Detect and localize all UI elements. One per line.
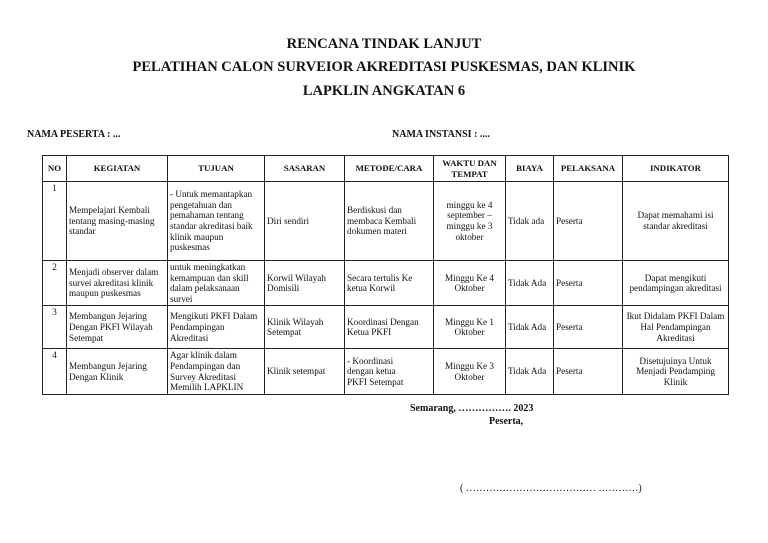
cell-indikator: Dapat memahami isi standar akreditasi xyxy=(623,182,729,261)
cell-sasaran: Korwil Wilayah Domisili xyxy=(265,261,345,306)
cell-no: 3 xyxy=(43,306,67,349)
cell-pelaksana: Peserta xyxy=(554,306,623,349)
cell-waktu: minggu ke 4 september – minggu ke 3 oktober xyxy=(434,182,506,261)
cell-no: 1 xyxy=(43,182,67,261)
cell-waktu: Minggu Ke 1 Oktober xyxy=(434,306,506,349)
cell-indikator: Disetujuinya Untuk Menjadi Pendamping Klinik xyxy=(623,349,729,394)
cell-kegiatan: Membangun Jejaring Dengan Klinik xyxy=(67,349,168,394)
document-title: RENCANA TINDAK LANJUT xyxy=(286,36,482,52)
cell-no: 2 xyxy=(43,261,67,306)
cell-metode: Berdiskusi dan membaca Kembali dokumen materi xyxy=(345,182,434,261)
signature-name-line: ( ………………………………… …………) xyxy=(460,483,642,494)
cell-metode: Secara tertulis Ke ketua Korwil xyxy=(345,261,434,306)
header-kegiatan: KEGIATAN xyxy=(67,156,168,182)
cell-tujuan: Agar klinik dalam Pendampingan dan Survey Akreditasi Memilih LAPKLIN xyxy=(168,349,265,394)
header-biaya: BIAYA xyxy=(506,156,554,182)
cell-sasaran: Klinik Wilayah Setempat xyxy=(265,306,345,349)
cell-tujuan: - Untuk memantapkan pengetahuan dan pemahaman tentang standar akreditasi baik klinik maupun puskesmas xyxy=(168,182,265,261)
table-row xyxy=(43,182,729,261)
cell-biaya: Tidak Ada xyxy=(506,261,554,306)
header-waktu: WAKTU DAN TEMPAT xyxy=(434,156,506,182)
header-sasaran: SASARAN xyxy=(265,156,345,182)
cell-no: 4 xyxy=(43,349,67,394)
cell-sasaran: Klinik setempat xyxy=(265,349,345,394)
cell-kegiatan: Menjadi observer dalam survei akreditasi klinik maupun puskesmas xyxy=(67,261,168,306)
cell-tujuan: Mengikuti PKFI Dalam Pendampingan Akreditasi xyxy=(168,306,265,349)
table-row xyxy=(43,349,729,394)
table-header-row xyxy=(43,156,729,182)
follow-up-plan-table xyxy=(42,155,729,395)
cell-pelaksana: Peserta xyxy=(554,182,623,261)
table-row xyxy=(43,306,729,349)
cell-biaya: Tidak Ada xyxy=(506,349,554,394)
participant-name-label: NAMA PESERTA : ... xyxy=(27,129,121,140)
header-indikator: INDIKATOR xyxy=(623,156,729,182)
cell-pelaksana: Peserta xyxy=(554,261,623,306)
cell-indikator: Dapat mengikuti pendampingan akreditasi xyxy=(623,261,729,306)
cell-sasaran: Diri sendiri xyxy=(265,182,345,261)
cell-tujuan: untuk meningkatkan kemampuan dan skill dalam pelaksanaan survei xyxy=(168,261,265,306)
cell-kegiatan: Mempelajari Kembali tentang masing-masing standar xyxy=(67,182,168,261)
document-subtitle: PELATIHAN CALON SURVEIOR AKREDITASI PUSKESMAS, DAN KLINIK xyxy=(132,59,636,75)
cell-waktu: Minggu Ke 3 Oktober xyxy=(434,349,506,394)
cell-pelaksana: Peserta xyxy=(554,349,623,394)
cell-indikator: Ikut Didalam PKFI Dalam Hal Pendampingan Akreditasi xyxy=(623,306,729,349)
document-batch-title: LAPKLIN ANGKATAN 6 xyxy=(302,83,466,99)
cell-waktu: Minggu Ke 4 Oktober xyxy=(434,261,506,306)
cell-biaya: Tidak ada xyxy=(506,182,554,261)
institution-name-label: NAMA INSTANSI : .... xyxy=(392,129,490,140)
table-row xyxy=(43,261,729,306)
cell-metode: - Koordinasi dengan ketua PKFI Setempat xyxy=(345,349,434,394)
cell-metode: Koordinasi Dengan Ketua PKFI xyxy=(345,306,434,349)
signature-place-date: Semarang, ……………. 2023 xyxy=(410,403,534,414)
cell-biaya: Tidak Ada xyxy=(506,306,554,349)
cell-kegiatan: Membangun Jejaring Dengan PKFI Wilayah Setempat xyxy=(67,306,168,349)
header-pelaksana: PELAKSANA xyxy=(554,156,623,182)
header-metode: METODE/CARA xyxy=(345,156,434,182)
header-tujuan: TUJUAN xyxy=(168,156,265,182)
header-no: NO xyxy=(43,156,67,182)
signature-role: Peserta, xyxy=(489,416,524,427)
